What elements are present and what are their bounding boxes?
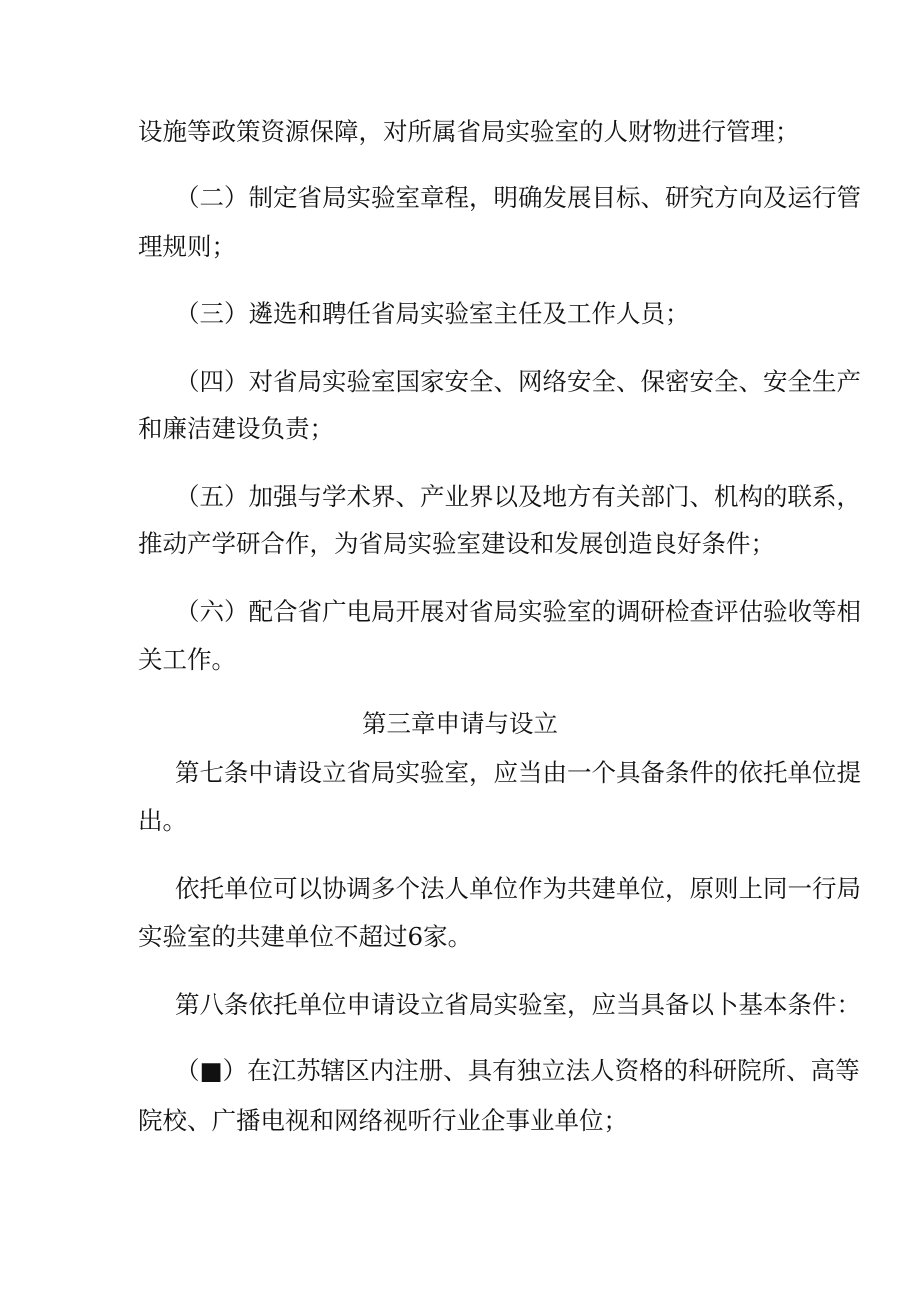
paragraph-line: （六）配合省广电局开展对省局实验室的调研检查评估验收等相 — [175, 597, 861, 626]
paragraph-line: 实验室的共建单位不超过6家。 — [138, 922, 473, 951]
paragraph-line: （二）制定省局实验室章程，明确发展目标、研究方向及运行管 — [175, 183, 861, 212]
paragraph-line: 和廉洁建设负责； — [138, 414, 334, 443]
chapter-heading: 第三章申请与设立 — [362, 709, 558, 738]
paragraph-line: 第八条依托单位申请设立省局实验室，应当具备以卜基本条件： — [175, 990, 861, 1019]
paragraph-line: 第七条中请设立省局实验室，应当由一个具备条件的依托单位提 — [175, 758, 861, 787]
paragraph-line: （■）在江苏辖区内注册、具有独立法人资格的科研院所、高等 — [175, 1056, 860, 1085]
paragraph-line: 推动产学研合作，为省局实验室建设和发展创造良好条件； — [138, 529, 775, 558]
paragraph-line: （四）对省局实验室国家安全、网络安全、保密安全、安全生产 — [175, 367, 861, 396]
paragraph-line: （三）遴选和聘任省局实验室主任及工作人员； — [175, 299, 690, 328]
paragraph-line: 理规则； — [138, 232, 236, 261]
paragraph-line: 设施等政策资源保障，对所属省局实验室的人财物进行管理； — [138, 117, 800, 146]
paragraph-line: 出。 — [138, 806, 187, 835]
paragraph-line: 依托单位可以协调多个法人单位作为共建单位，原则上同一行局 — [175, 874, 861, 903]
paragraph-line: （五）加强与学术界、产业界以及地方有关部门、机构的联系， — [175, 482, 861, 511]
paragraph-line: 关工作。 — [138, 645, 236, 674]
paragraph-line: 院校、广播电视和网络视听行业企事业单位； — [138, 1106, 628, 1135]
